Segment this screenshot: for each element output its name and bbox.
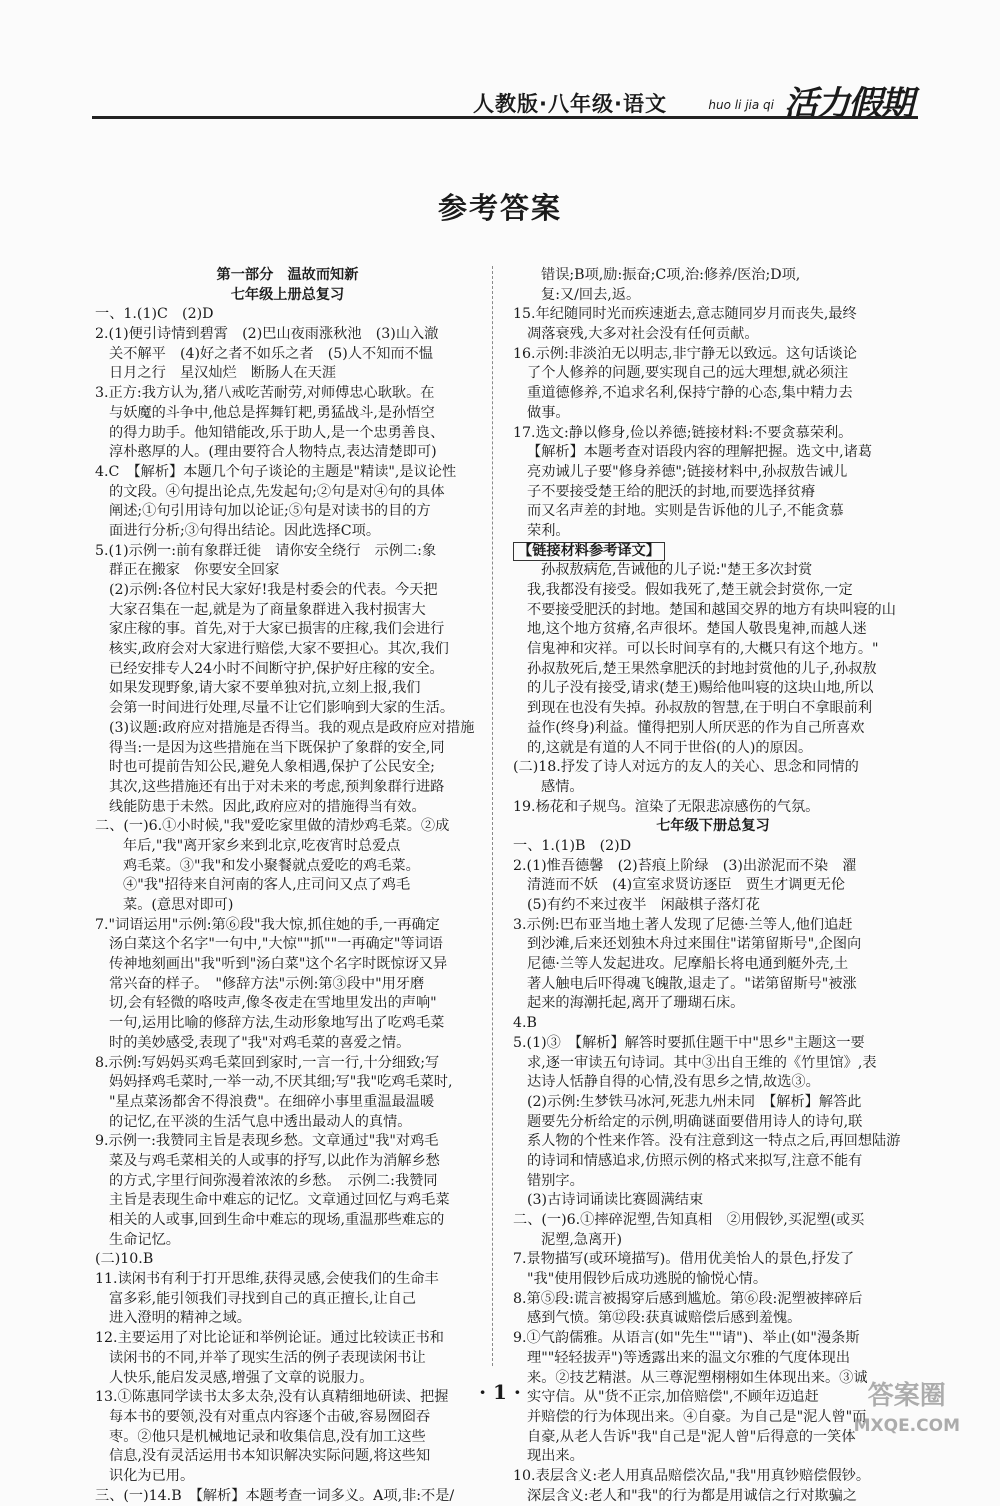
text-line: 年后,"我"离开家乡来到北京,吃夜宵时总爱点 [123, 837, 401, 854]
text-line: 信息,没有灵活运用书本知识解决实际问题,将这些知 [109, 1448, 431, 1465]
text-line: 12.主要运用了对比论证和举例论证。通过比较读正书和 [95, 1330, 444, 1347]
text-line: 鸡毛菜。③"我"和发小聚餐就点爱吃的鸡毛菜。 [123, 857, 420, 874]
text-line: 淳朴憨厚的人。(理由要符合人物特点,表达清楚即可) [109, 444, 437, 461]
text-line: 17.选文:静以修身,俭以养德;链接材料:不要贪慕荣利。 [513, 424, 853, 441]
text-line: 已经安排专人24小时不间断守护,保护好庄稼的安全。 [109, 660, 444, 677]
brand-logo: 活力假期 [784, 84, 912, 124]
text-line: 实守信。从"货不正宗,加倍赔偿",不顾年迈追赶 [527, 1389, 819, 1406]
text-line: 到现在也没有失掉。孙叔敖的智慧,在于明白不拿眼前利 [527, 700, 873, 717]
text-line: 复:又/回去,返。 [541, 286, 641, 303]
text-line: 系人物的个性来作答。没有注意到这一特点之后,再回想陆游 [527, 1133, 901, 1150]
text-line: 现出来。 [527, 1448, 584, 1465]
text-line: 孙叔敖病危,告诫他的儿子说:"楚王多次封赏 [541, 562, 813, 579]
text-line: (二)10.B [95, 1251, 154, 1268]
text-line: 识化为已用。 [109, 1467, 195, 1484]
text-line: 7.景物描写(或环境描写)。借用优美怡人的景色,抒发了 [513, 1251, 855, 1268]
text-line: 会第一时间进行处理,尽量不让它们影响到大家的生活。 [109, 700, 455, 717]
text-line: 7."词语运用"示例:第⑥段"我大惊,抓住她的手,一再确定 [95, 916, 440, 933]
text-line: 的儿子没有接受,请求(楚王)赐给他叫寝的这块山地,所以 [527, 680, 874, 697]
left-column [95, 266, 480, 1504]
text-line: (2)示例:各位村民大家好!我是村委会的代表。今天把 [109, 582, 438, 598]
text-line: (二)18.抒发了诗人对远方的友人的关心、思念和同情的 [513, 759, 859, 776]
text-line: 的方式,字里行间弥漫着浓浓的乡愁。 示例二:我赞同 [109, 1172, 438, 1189]
text-line: 深层含义:老人和"我"的行为都是用诚信之行对欺骗之 [527, 1487, 857, 1504]
text-line: 汤白菜这个名字"一句中,"大惊""抓""一再确定"等词语 [109, 936, 443, 953]
text-line: 错误;B项,励:振奋;C项,治:修养/医治;D项, [541, 267, 801, 283]
text-line: 妈妈择鸡毛菜时,一举一动,不厌其细;写"我"吃鸡毛菜时, [109, 1074, 453, 1091]
text-line: 人快乐,能启发灵感,增强了文章的说服力。 [109, 1369, 374, 1386]
text-line: 理""轻轻拔弄")等透露出来的温文尔雅的气度体现出 [527, 1349, 851, 1366]
text-line: 尼德·兰等人发起进攻。尼摩船长将电通到艇外壳,土 [527, 956, 849, 973]
text-line: 著人触电后吓得魂飞魄散,退走了。"诺第留斯号"被涨 [527, 975, 857, 992]
text-line: 荣利。 [527, 522, 570, 539]
text-line: 15.年纪随同时光而疾速逝去,意志随同岁月而丧失,最终 [513, 306, 857, 323]
column-divider [492, 266, 493, 1366]
text-line: 群正在搬家 你要安全回家 [109, 562, 280, 579]
text-line: "星点菜汤都舍不得浪费"。在细碎小事里重温最温暖 [109, 1093, 435, 1110]
text-line: 9.①气韵儒雅。从语言(如"先生""请")、举止(如"漫条斯 [513, 1330, 860, 1347]
text-line: 的文段。④句提出论点,先发起句;②句是对④句的具体 [109, 483, 445, 500]
text-line: 生命记忆。 [109, 1231, 180, 1248]
text-line: 重道德修养,不追求名利,保持宁静的心态,集中精力去 [527, 385, 853, 402]
text-line: 4.C 【解析】本题几个句子谈论的主题是"精读",是议论性 [95, 463, 457, 480]
text-line: 进入澄明的精神之域。 [109, 1310, 251, 1327]
text-line: 信鬼神和灾祥。可以长时间享有的,大概只有这个地方。" [527, 641, 879, 658]
text-line: 切,会有轻微的咯吱声,像冬夜走在雪地里发出的声响" [109, 995, 437, 1012]
text-line: 得当:一是因为这些措施在当下既保护了象群的安全,同 [109, 739, 445, 756]
text-line: 核实,政府会对大家进行赔偿,大家不要担心。其次,我们 [109, 641, 449, 658]
text-line: 4.B [513, 1015, 537, 1032]
text-line: 感情。 [541, 778, 584, 795]
text-line: 子不要接受楚王给的肥沃的封地,而要选择贫瘠 [527, 483, 816, 500]
text-line: 到沙滩,后来还划独木舟过来围住"诺第留斯号",企图向 [527, 936, 862, 953]
text-line: 二、(一)6.①小时候,"我"爱吃家里做的清炒鸡毛菜。②成 [95, 818, 450, 835]
text-line: 第一部分 温故而知新 [216, 267, 359, 283]
text-line: 关不解平 (4)好之者不如乐之者 (5)人不知而不愠 [109, 345, 433, 362]
boxed-heading: 【链接材料参考译文】 [513, 542, 665, 561]
text-line: 起来的海潮托起,离开了珊瑚石床。 [527, 995, 745, 1012]
text-line: 一、1.(1)B (2)D [513, 837, 632, 854]
text-line: 错别字。 [527, 1172, 584, 1189]
text-line: 达诗人恬静自得的心情,没有思乡之情,故选③。 [527, 1074, 820, 1091]
page-header [92, 78, 912, 124]
text-line: 孙叔敖死后,楚王果然拿肥沃的封地封赏他的儿子,孙叔敖 [527, 660, 877, 677]
text-line: 二、(一)6.①摔碎泥塑,告知真相 ②用假钞,买泥塑(或买 [513, 1212, 865, 1228]
text-line: (3)古诗词诵读比赛圆满结束 [527, 1192, 704, 1209]
text-line: 七年级下册总复习 [656, 818, 770, 835]
text-line: (2)示例:生梦铁马冰河,死悲九州未同 【解析】解答此 [527, 1093, 862, 1110]
text-line: 了个人修养的问题,要实现自己的远大理想,就必须注 [527, 365, 849, 382]
text-line: 【解析】本题考查对语段内容的理解把握。选文中,诸葛 [527, 444, 873, 461]
text-line: 不要接受肥沃的封地。楚国和越国交界的地方有块叫寝的山 [527, 601, 896, 618]
edition-label: 人教版·八年级·语文 [473, 92, 667, 116]
text-line: 的得力助手。他知错能改,乐于助人,是一个忠勇善良、 [109, 424, 445, 441]
text-line: 富多彩,能引领我们寻找到自己的真正擅长,让自己 [109, 1290, 416, 1307]
text-line: 来。②技艺精湛。从三尊泥塑栩栩如生体现出来。③诚 [527, 1369, 868, 1386]
text-line: 菜及与鸡毛菜相关的人或事的抒写,以此作为消解乡愁 [109, 1152, 440, 1169]
text-line: 主旨是表现生命中难忘的记忆。文章通过回忆与鸡毛菜 [109, 1192, 450, 1209]
text-line: 而又名声差的封地。实则是告诉他的儿子,不能贪慕 [527, 503, 844, 520]
text-line: 亮劝诫儿子要"修身养德";链接材料中,孙叔敖告诫儿 [527, 463, 848, 480]
text-line: 的记忆,在平淡的生活气息中透出最动人的真情。 [109, 1113, 412, 1130]
text-line: 10.表层含义:老人用真品赔偿次品,"我"用真钞赔偿假钞。 [513, 1467, 871, 1484]
text-line: 时的美妙感受,表现了"我"对鸡毛菜的喜爱之情。 [109, 1034, 411, 1051]
text-line: 时也可提前告知公民,避免人象相遇,保护了公民安全; [109, 759, 435, 776]
text-line: 每本书的要领,没有对重点内容逐个击破,容易囫囵吞 [109, 1408, 431, 1425]
text-line: 传神地刻画出"我"听到"汤白菜"这个名字时既惊讶又异 [109, 956, 448, 973]
text-line: 9.示例一:我赞同主旨是表现乡愁。文章通过"我"对鸡毛 [95, 1133, 439, 1150]
text-line: 家庄稼的事。首先,对于大家已损害的庄稼,我们会进行 [109, 621, 445, 638]
text-line: 我,我都没有接受。假如我死了,楚王就会封赏你,一定 [527, 582, 853, 598]
text-line: 8.第⑤段:谎言被揭穿后感到尴尬。第⑥段:泥塑被摔碎后 [513, 1290, 863, 1307]
text-line: 七年级上册总复习 [230, 286, 345, 303]
text-line: 题要先分析给定的示例,明确谜面要借用诗人的诗句,联 [527, 1113, 863, 1130]
text-line: 清涟而不妖 (4)宣室求贤访逐臣 贾生才调更无伦 [527, 877, 846, 894]
watermark-line1: 答案圈 [867, 1381, 946, 1411]
pinyin-label: huo li jia qi [708, 98, 774, 112]
text-line: 的诗词和情感追求,仿照示例的格式来拟写,注意不能有 [527, 1152, 863, 1169]
text-line: 一、1.(1)C (2)D [95, 306, 214, 323]
text-line: 日月之行 星汉灿烂 断肠人在天涯 [109, 365, 337, 382]
text-line: 常兴奋的样子。 "修辞方法"示例:第③段中"用牙磨 [109, 975, 425, 992]
text-line: ④"我"招待来自河南的客人,庄司问又点了鸡毛 [123, 877, 411, 894]
text-line: 19.杨花和子规鸟。渲染了无限悲凉感伤的气氛。 [513, 798, 820, 815]
page-number: · 1 · [479, 1380, 521, 1404]
text-line: 三、(一)14.B 【解析】本题考查一词多义。A项,非:不是/ [95, 1487, 455, 1504]
text-line: 自豪,从老人告诉"我"自己是"泥人曾"后得意的一笑体 [527, 1428, 856, 1445]
text-line: 凋落衰残,大多对社会没有任何贡献。 [527, 326, 759, 343]
text-line: 相关的人或事,回到生命中难忘的现场,重温那些难忘的 [109, 1212, 445, 1228]
text-line: 如果发现野象,请大家不要单独对抗,立刻上报,我们 [109, 680, 421, 697]
text-line: 并赔偿的行为体现出来。④自豪。为自己是"泥人曾"而 [527, 1408, 867, 1425]
text-line: 11.读闲书有利于打开思维,获得灵感,会使我们的生命丰 [95, 1271, 439, 1288]
text-line: 读闲书的不同,并举了现实生活的例子表现读闲书让 [109, 1349, 426, 1366]
text-line: 5.(1)③ 【解析】解答时要抓住题干中"思乡"主题这一要 [513, 1034, 865, 1051]
text-line: 3.正方:我方认为,猪八戒吃苦耐劳,对师傅忠心耿耿。在 [95, 385, 435, 402]
text-line: 3.示例:巴布亚当地土著人发现了尼德·兰等人,他们追赶 [513, 916, 853, 933]
text-line: 感到气愤。第⑫段:获真诚赔偿后感到羞愧。 [527, 1310, 802, 1327]
text-line: 16.示例:非淡泊无以明志,非宁静无以致远。这句话谈论 [513, 345, 857, 362]
text-line: 地,这个地方贫瘠,名声很坏。楚国人敬畏鬼神,而越人迷 [527, 621, 867, 638]
text-line: 做事。 [527, 404, 570, 421]
text-line: 泥塑,急离开) [541, 1231, 622, 1248]
text-line: 5.(1)示例一:前有象群迁徙 请你安全绕行 示例二:象 [95, 542, 437, 559]
text-line: 与妖魔的斗争中,他总是挥舞钉耙,勇猛战斗,是孙悟空 [109, 404, 435, 421]
text-line: 2.(1)便引诗情到碧霄 (2)巴山夜雨涨秋池 (3)山入澈 [95, 326, 439, 343]
text-line: (5)有约不来过夜半 闲敲棋子落灯花 [527, 897, 760, 913]
text-line: 枣。②他只是机械地记录和收集信息,没有加工这些 [109, 1428, 426, 1445]
text-line: 菜。(意思对即可) [123, 897, 234, 913]
text-line: 线能防患于未然。因此,政府应对的措施得当有效。 [109, 798, 426, 815]
watermark [854, 1381, 960, 1441]
text-line: 13.①陈惠同学读书太多太杂,没有认真精细地研读、把握 [95, 1389, 449, 1406]
watermark-line2: MXQE.COM [853, 1416, 960, 1436]
text-line: 一句,运用比喻的修辞方法,生动形象地写出了吃鸡毛菜 [109, 1015, 445, 1032]
text-line: 2.(1)惟吾德馨 (2)苔痕上阶绿 (3)出淤泥而不染 濯 [513, 857, 857, 874]
header-rule [92, 116, 918, 119]
text-line: "我"使用假钞后成功逃脱的愉悦心情。 [527, 1271, 768, 1288]
text-line [513, 542, 913, 562]
text-line: (3)议题:政府应对措施是否得当。我的观点是政府应对措施 [109, 719, 475, 736]
text-line: 益作(终身)利益。懂得把别人所厌恶的作为自己所喜欢 [527, 719, 865, 736]
text-line: 求,逐一审读五句诗词。其中③出自王维的《竹里馆》,表 [527, 1054, 877, 1071]
text-line: 其次,这些措施还有出于对未来的考虑,预判象群行进路 [109, 778, 445, 795]
text-line: 大家召集在一起,就是为了商量象群进入我村损害大 [109, 601, 426, 618]
text-line: 8.示例:写妈妈买鸡毛菜回到家时,一言一行,十分细致;写 [95, 1054, 440, 1071]
page-title: 参考答案 [437, 191, 562, 225]
text-line: 阐述;①句引用诗句加以论证;⑤句是对读书的目的方 [109, 503, 431, 520]
text-line: 面进行分析;③句得出结论。因此选择C项。 [109, 522, 381, 539]
text-line: 的,这就是有道的人不同于世俗(的人)的原因。 [527, 739, 813, 756]
